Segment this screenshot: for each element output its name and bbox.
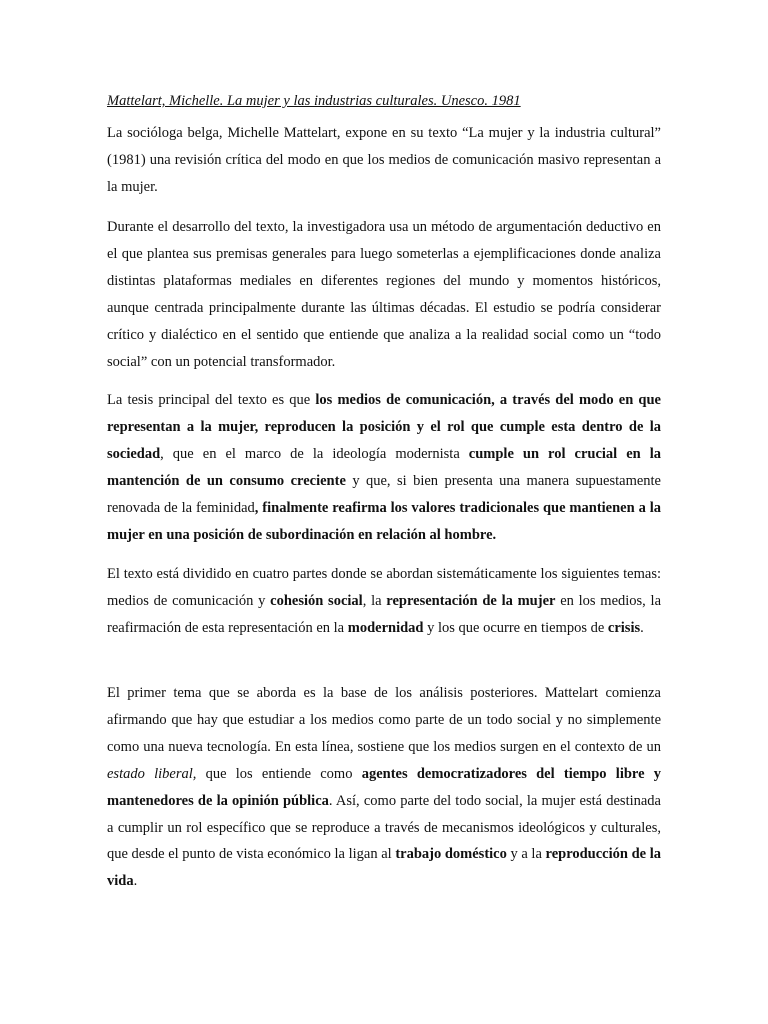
text-run: .: [133, 873, 138, 890]
document-title: Mattelart, Michelle. La mujer y las industrias culturales. Unesco. 1981: [107, 93, 521, 109]
text-run: y que, si bien presenta una manera supuestamente renovada de la feminidad: [107, 472, 661, 516]
text-run: , que en el marco de la ideología modernista: [160, 445, 469, 462]
bold-text-run: cumple un rol crucial en la mantención de un consumo creciente: [107, 445, 661, 489]
text-run: . Así, como parte del todo social, la mujer está destinada a cumplir un rol específico que se reproduce a través de mecanismos ideológicos y culturales, que desde el punto de vista económico la ligan al: [107, 792, 661, 863]
text-run: y los que ocurre en tiempos de: [423, 619, 608, 636]
bold-text-run: modernidad: [347, 619, 424, 636]
text-run: .: [640, 619, 644, 636]
text-run: en los medios, la reafirmación de esta representación en la: [107, 592, 662, 636]
bold-text-run: cohesión social: [270, 592, 363, 609]
text-run: Durante el desarrollo del texto, la investigadora usa un método de argumentación deductivo en el que plantea sus premisas generales para luego someterlas a ejemplificaciones donde analiza distintas plataformas mediales en diferentes regiones del mundo y momentos históricos, aunque centrada principalmente durante las últimas décadas. El estudio se podría considerar crítico y dialéctico en el sentido que entiende que analiza a la realidad social como un “todo social” con un potencial transformador.: [107, 219, 661, 370]
bold-text-run: representación de la mujer: [386, 592, 556, 609]
bold-text-run: agentes democratizadores del tiempo libre y mantenedores de la opinión pública: [107, 765, 661, 809]
text-run: La socióloga belga, Michelle Mattelart, expone en su texto “La mujer y la industria cultural” (1981) una revisión crítica del modo en que los medios de comunicación masivo representan a la mujer.: [107, 125, 661, 195]
bold-text-run: los medios de comunicación, a través del modo en que representan a la mujer, reproducen la posición y el rol que cumple esta dentro de la sociedad: [107, 392, 661, 462]
bold-text-run: trabajo doméstico: [395, 846, 507, 863]
paragraph-1: [107, 120, 661, 201]
text-run: que los entiende como: [196, 765, 362, 782]
text-run: , la: [362, 592, 387, 609]
paragraph-3: [107, 387, 661, 548]
text-run: El primer tema que se aborda es la base de los análisis posteriores. Mattelart comienza afirmando que hay que estudiar a los medios como parte de un todo social y no simplemente como una nueva tecnología. En esta línea, sostiene que los medios surgen en el contexto de un: [107, 685, 661, 755]
bold-text-run: , finalmente reafirma los valores tradicionales que mantienen a la mujer en una posición de subordinación en relación al hombre.: [107, 499, 662, 543]
text-run: La tesis principal del texto es que: [107, 392, 316, 408]
text-run: El texto está dividido en cuatro partes donde se abordan sistemáticamente los siguientes temas: medios de comunicación y: [107, 566, 661, 609]
paragraph-5: [107, 680, 661, 895]
paragraph-4: [107, 561, 661, 642]
bold-text-run: crisis: [607, 619, 641, 636]
paragraph-2: [107, 214, 661, 375]
text-run: y a la: [506, 846, 546, 863]
bold-text-run: reproducción de la vida: [107, 846, 661, 890]
italic-text-run: estado liberal,: [107, 765, 197, 782]
